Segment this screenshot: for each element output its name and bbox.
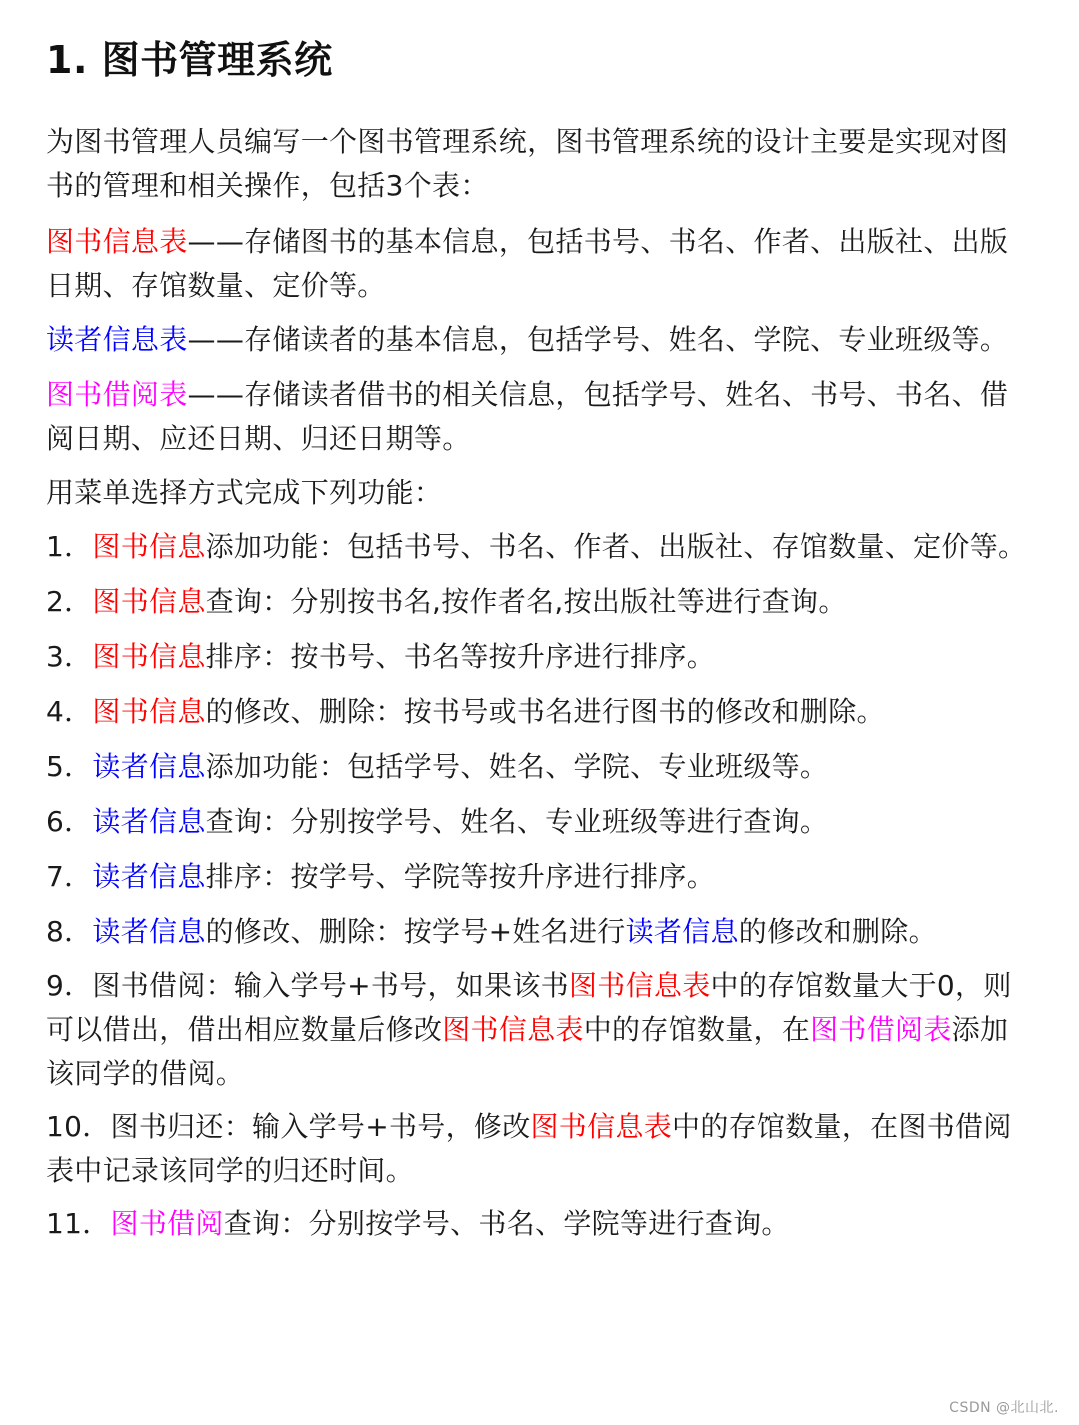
- list-item: [46, 1105, 1036, 1193]
- table-name-borrow-info: 图书借阅表: [46, 378, 188, 411]
- item-text: 图书归还：输入学号+书号，修改: [110, 1110, 531, 1143]
- item-number: 4．: [46, 695, 93, 728]
- table-desc-text: ——存储读者的基本信息，包括学号、姓名、学院、专业班级等。: [187, 323, 1009, 356]
- item-text: 中的存馆数量大于0，则可以借出，借出相应数量后修改: [46, 969, 1012, 1046]
- item-number: 10．: [46, 1110, 111, 1143]
- table-desc-reader-info: [46, 318, 1036, 362]
- item-number: 7．: [46, 860, 93, 893]
- item-highlight: 图书信息表: [569, 969, 711, 1002]
- item-number: 3．: [46, 640, 93, 673]
- list-item: [46, 525, 1036, 569]
- item-text: 查询：分别按学号、姓名、专业班级等进行查询。: [205, 805, 829, 838]
- item-number: 6．: [46, 805, 93, 838]
- item-highlight: 读者信息: [92, 750, 206, 783]
- item-highlight: 图书借阅表: [810, 1013, 952, 1046]
- item-highlight: 图书信息: [92, 585, 206, 618]
- item-highlight: 图书信息: [92, 695, 206, 728]
- table-name-book-info: 图书信息表: [46, 225, 188, 258]
- item-highlight: 读者信息: [92, 805, 206, 838]
- item-number: 1．: [46, 530, 93, 563]
- list-item: [46, 910, 1036, 954]
- item-text: 中的存馆数量，在图书借阅表中记录该同学的归还时间。: [46, 1110, 1012, 1187]
- item-number: 5．: [46, 750, 93, 783]
- list-item: [46, 1202, 1036, 1246]
- item-text: 图书借阅：输入学号+书号，如果该书: [92, 969, 569, 1002]
- item-number: 11．: [46, 1207, 111, 1240]
- item-highlight: 图书信息: [92, 640, 206, 673]
- item-text: 排序：按学号、学院等按升序进行排序。: [205, 860, 716, 893]
- item-highlight: 图书借阅: [110, 1207, 224, 1240]
- list-item: [46, 745, 1036, 789]
- item-number: 8．: [46, 915, 93, 948]
- watermark: CSDN @北山北.: [949, 1400, 1059, 1416]
- table-name-reader-info: 读者信息表: [46, 323, 188, 356]
- item-text: 中的存馆数量，在: [583, 1013, 811, 1046]
- item-text: 添加该同学的借阅。: [46, 1013, 1009, 1090]
- table-desc-text: ——存储读者借书的相关信息，包括学号、姓名、书号、书名、借阅日期、应还日期、归还日期等。: [46, 378, 1009, 455]
- menu-intro: 用菜单选择方式完成下列功能：: [46, 476, 443, 509]
- item-text: 的修改、删除：按书号或书名进行图书的修改和删除。: [205, 695, 885, 728]
- list-item: [46, 635, 1036, 679]
- item-highlight: 读者信息: [625, 915, 739, 948]
- item-highlight: 图书信息: [92, 530, 206, 563]
- item-text: 查询：分别按学号、书名、学院等进行查询。: [223, 1207, 790, 1240]
- page-title: 1. 图书管理系统: [46, 38, 333, 82]
- item-highlight: 图书信息表: [442, 1013, 584, 1046]
- item-highlight: 读者信息: [92, 860, 206, 893]
- list-item: [46, 855, 1036, 899]
- intro-paragraph: 为图书管理人员编写一个图书管理系统，图书管理系统的设计主要是实现对图书的管理和相关操作，包括3个表：: [46, 125, 1009, 202]
- item-number: 9．: [46, 969, 93, 1002]
- list-item: [46, 580, 1036, 624]
- item-text: 添加功能：包括书号、书名、作者、出版社、存馆数量、定价等。: [205, 530, 1027, 563]
- list-item: [46, 964, 1036, 1096]
- table-desc-book-info: [46, 220, 1036, 308]
- item-number: 2．: [46, 585, 93, 618]
- item-text: 查询：分别按书名,按作者名,按出版社等进行查询。: [205, 585, 847, 618]
- item-text: 的修改和删除。: [738, 915, 937, 948]
- item-text: 的修改、删除：按学号+姓名进行: [205, 915, 626, 948]
- item-text: 排序：按书号、书名等按升序进行排序。: [205, 640, 716, 673]
- list-item: [46, 800, 1036, 844]
- item-highlight: 图书信息表: [530, 1110, 673, 1143]
- table-desc-borrow-info: [46, 373, 1036, 461]
- item-text: 添加功能：包括学号、姓名、学院、专业班级等。: [205, 750, 829, 783]
- item-highlight: 读者信息: [92, 915, 206, 948]
- list-item: [46, 690, 1036, 734]
- table-desc-text: ——存储图书的基本信息，包括书号、书名、作者、出版社、出版日期、存馆数量、定价等。: [46, 225, 1009, 302]
